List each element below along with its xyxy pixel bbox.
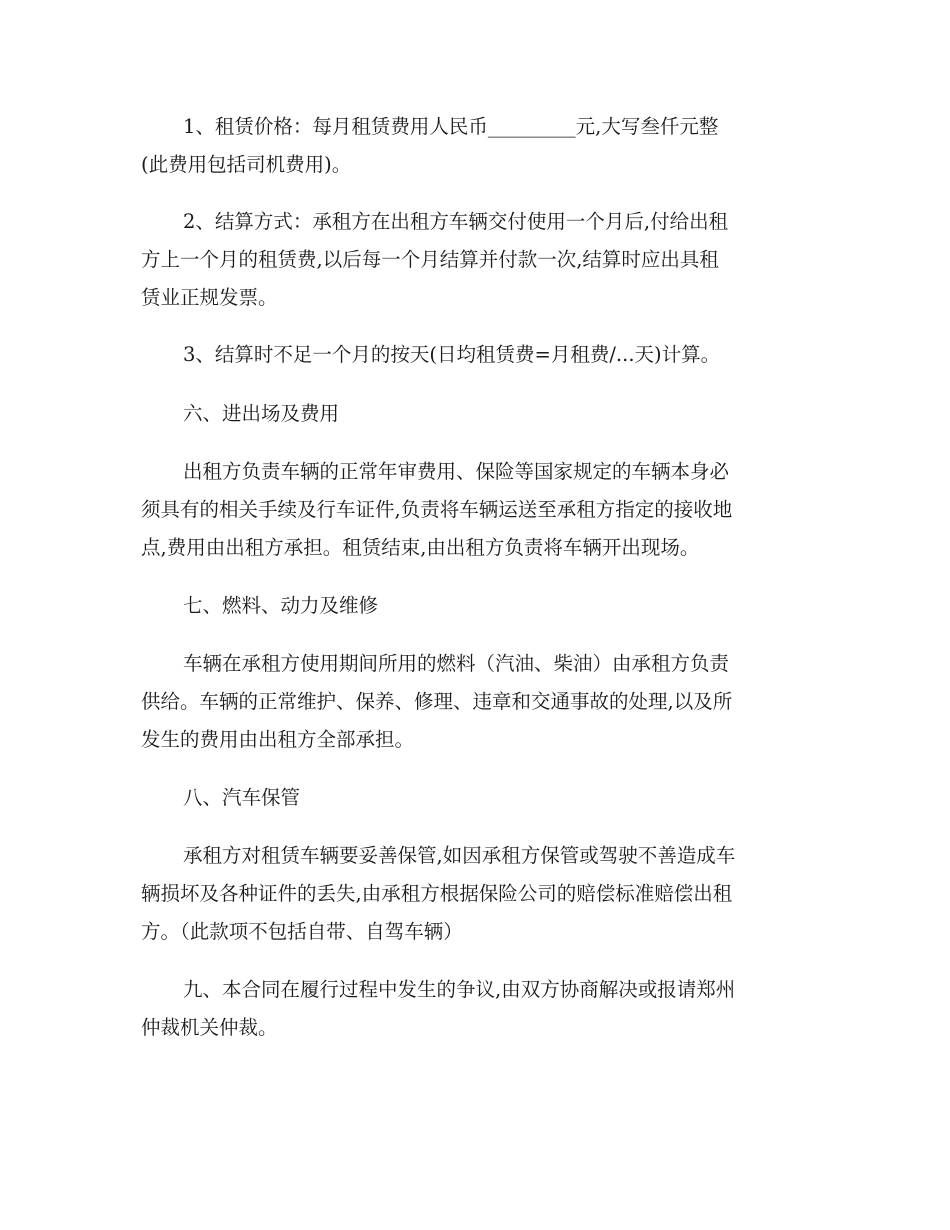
text-line: 点,费用由出租方承担。租赁结束,由出租方负责将车辆开出现场。 (141, 536, 700, 559)
text-line: 赁业正规发票。 (141, 286, 278, 309)
text-line: 3、结算时不足一个月的按天(日均租赁费=月租费/...天)计算。 (183, 343, 721, 366)
text-line: 方上一个月的租赁费,以后每一个月结算并付款一次,结算时应出具租 (141, 248, 719, 271)
text-line: 辆损坏及各种证件的丢失,由承租方根据保险公司的赔偿标准赔偿出租 (141, 882, 733, 905)
text-line: (此费用包括司机费用)。 (141, 153, 352, 176)
section-heading: 六、进出场及费用 (183, 402, 340, 425)
text-line: 仲裁机关仲裁。 (141, 1016, 278, 1039)
text-line: 1、租赁价格：每月租赁费用人民币_________元,大写叁仟元整 (183, 115, 719, 138)
text-line: 车辆在承租方使用期间所用的燃料（汽油、柴油）由承租方负责 (183, 652, 730, 675)
text-line: 供给。车辆的正常维护、保养、修理、违章和交通事故的处理,以及所 (141, 690, 733, 713)
text-line: 出租方负责车辆的正常年审费用、保险等国家规定的车辆本身必 (183, 460, 730, 483)
section-heading: 八、汽车保管 (183, 786, 301, 809)
text-line: 2、结算方式：承租方在出租方车辆交付使用一个月后,付给出租 (183, 210, 729, 233)
text-line: 须具有的相关手续及行车证件,负责将车辆运送至承租方指定的接收地 (141, 498, 733, 521)
text-line: 方。（此款项不包括自带、自驾车辆） (141, 920, 463, 943)
text-line: 承租方对租赁车辆要妥善保管,如因承租方保管或驾驶不善造成车 (183, 844, 736, 867)
text-line: 发生的费用由出租方全部承担。 (141, 728, 415, 751)
section-heading: 七、燃料、动力及维修 (183, 594, 379, 617)
text-line: 九、本合同在履行过程中发生的争议,由双方协商解决或报请郑州 (183, 978, 736, 1001)
